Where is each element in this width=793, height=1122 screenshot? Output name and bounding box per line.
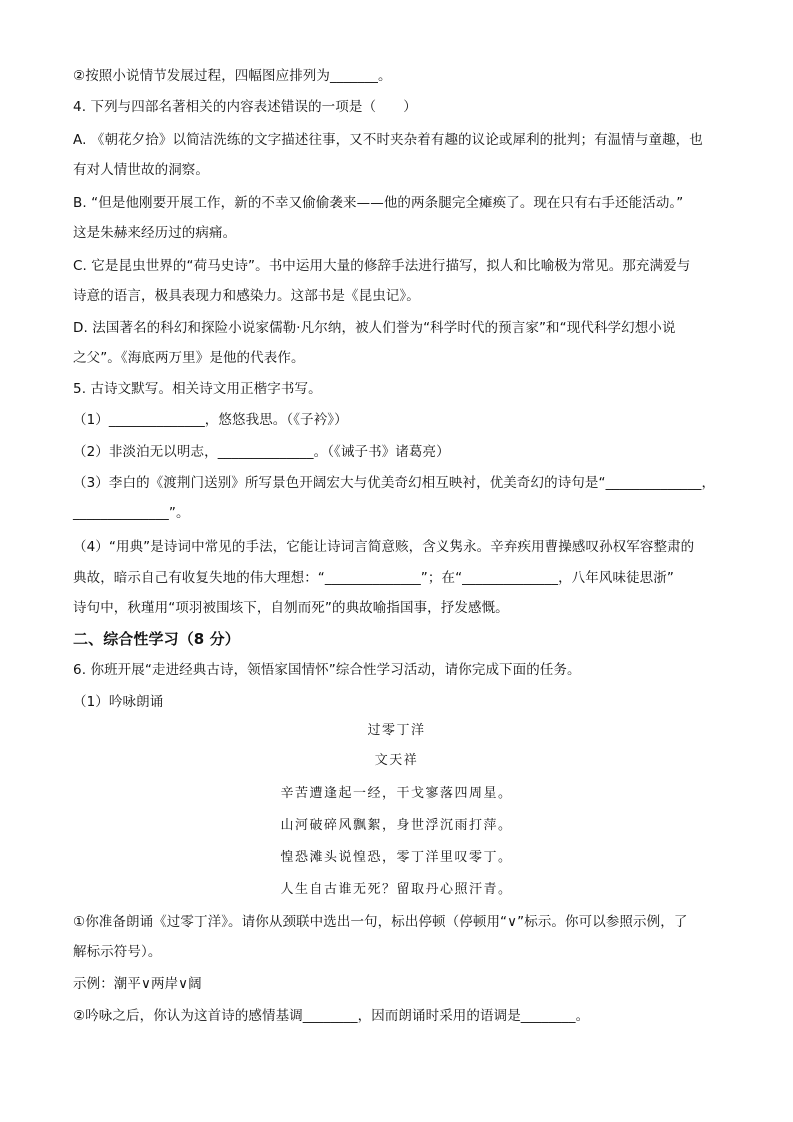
q5-part-4-line2: 典故，暗示自己有收复失地的伟大理想：“______________”；在“______________，八年风味徒思浙” [73,570,674,586]
poem-author: 文天祥 [374,753,419,768]
q5-stem: 5. 古诗文默写。相关诗文用正楷字书写。 [73,381,322,397]
q3-item-2: ②按照小说情节发展过程，四幅图应排列为_______。 [73,68,392,84]
q5-part-2: （2）非淡泊无以明志，______________。（《诫子书》诸葛亮） [73,444,450,460]
q4-option-b-line1: B. “但是他刚要开展工作，新的不幸又偷偷袭来——他的两条腿完全瘫痪了。现在只有右手还能活动。” [73,195,684,211]
q4-stem: 4. 下列与四部名著相关的内容表述错误的一项是（ ） [73,99,417,115]
section-heading: 二、综合性学习（8 分） [73,630,240,648]
q4-option-c-line2: 诗意的语言，极具表现力和感染力。这部书是《昆虫记》。 [73,288,420,304]
q6-item-1-line1: ①你准备朗诵《过零丁洋》。请你从颈联中选出一句，标出停顿（停顿用“∨”标示。你可以参照示例，了 [73,914,688,930]
q5-part-3-line1: （3）李白的《渡荆门送别》所写景色开阔宏大与优美奇幻相互映衬，优美奇幻的诗句是“______________， [73,475,716,491]
q6-part-1: （1）吟咏朗诵 [73,694,164,710]
q4-option-a-line2: 有对人情世故的洞察。 [73,162,209,178]
poem-line-1: 辛苦遭逢起一经，干戈寥落四周星。 [280,786,513,801]
q4-option-d-line2: 之父”。《海底两万里》是他的代表作。 [73,350,305,366]
q5-part-4-line1: （4）“用典”是诗词中常见的手法，它能让诗词言简意赅，含义隽永。辛弃疾用曹操感叹孙权军容整肃的 [73,539,695,555]
poem-line-3: 惶恐滩头说惶恐，零丁洋里叹零丁。 [280,850,513,865]
q4-option-c-line1: C. 它是昆虫世界的“荷马史诗”。书中运用大量的修辞手法进行描写，拟人和比喻极为常见。那充满爱与 [73,258,691,274]
q6-item-2: ②吟咏之后，你认为这首诗的感情基调________，因而朗诵时采用的语调是________。 [73,1008,590,1024]
q5-part-1: （1）______________，悠悠我思。（《子衿》） [73,412,348,428]
q6-item-1-line2: 解标示符号）。 [73,944,162,960]
q5-part-4-line3: 诗句中，秋瑾用“项羽被围垓下，自刎而死”的典故喻指国事，抒发感慨。 [73,600,509,616]
poem-line-2: 山河破碎风飘絮，身世浮沉雨打萍。 [280,818,513,833]
q4-option-d-line1: D. 法国著名的科幻和探险小说家儒勒·凡尔纳，被人们誉为“科学时代的预言家”和“现代科学幻想小说 [73,320,676,336]
poem-title: 过零丁洋 [367,723,426,738]
q6-stem: 6. 你班开展“走进经典古诗，领悟家国情怀”综合性学习活动，请你完成下面的任务。 [73,662,581,678]
q4-option-b-line2: 这是朱赫来经历过的病痛。 [73,225,237,241]
q5-part-3-line2: ______________”。 [73,505,190,521]
poem-line-4: 人生自古谁无死？留取丹心照汗青。 [280,882,513,897]
q4-option-a-line1: A. 《朝花夕拾》以简洁洗练的文字描述往事，又不时夹杂着有趣的议论或犀利的批判；有温情与童趣，也 [73,132,703,148]
q6-example: 示例：潮平∨两岸∨阔 [73,976,202,992]
